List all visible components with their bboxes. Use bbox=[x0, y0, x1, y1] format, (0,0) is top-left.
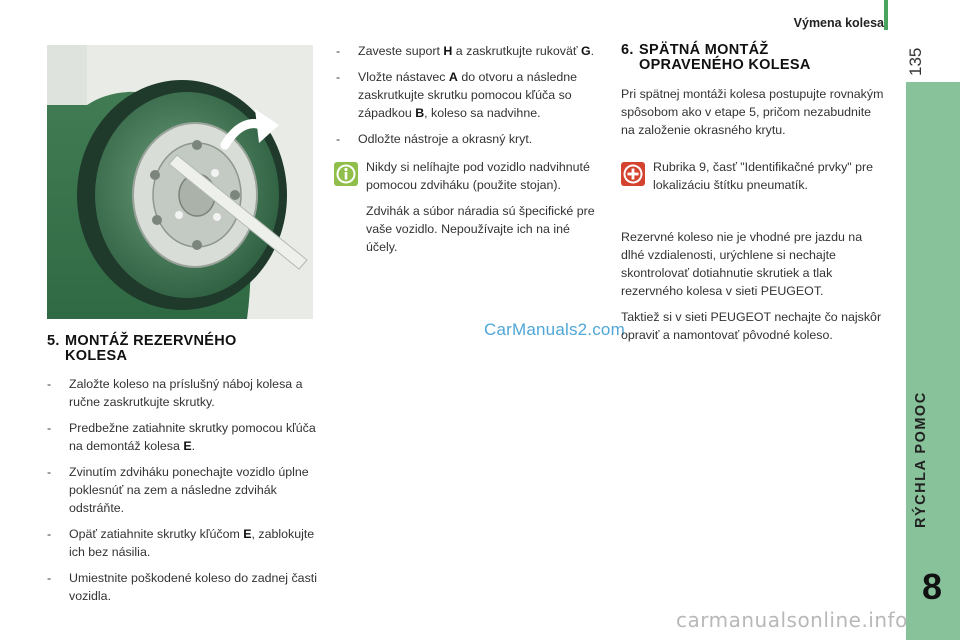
section-5-steps bbox=[47, 375, 319, 605]
spare-wheel-paragraph-1: Rezervné koleso nie je vhodné pre jazdu na dlhé vzdialenosti, urýchlene si nechajte skontrolovať dotiahnutie skrutiek a tlak rezervného kolesa v sieti PEUGEOT. bbox=[621, 230, 863, 298]
list-item: - Vložte nástavec A do otvoru a následne zaskrutkujte skrutku pomocou kľúča so západkou B, koleso sa nadvihne. bbox=[336, 68, 600, 122]
site-watermark: carmanualsonline.info bbox=[676, 608, 908, 632]
list-item: - Predbežne zatiahnite skrutky pomocou kľúča na demontáž kolesa E. bbox=[47, 419, 319, 455]
section-5-heading bbox=[47, 334, 317, 364]
section-6-title-line2: OPRAVENÉHO KOLESA bbox=[639, 57, 811, 74]
chapter-number: 8 bbox=[921, 566, 943, 607]
list-item: - Zvinutím zdviháku ponechajte vozidlo úplne poklesnúť na zem a následne zdvihák odstráňte. bbox=[47, 463, 319, 517]
cross-reference-text: Rubrika 9, časť "Identifikačné prvky" pre lokalizáciu štítku pneumatík. bbox=[653, 160, 874, 192]
info-note bbox=[366, 158, 598, 264]
info-note-paragraph-2: Zdvihák a súbor náradia sú špecifické pre vaše vozidlo. Nepoužívajte ich na iné účely. bbox=[366, 204, 595, 254]
running-head: Výmena kolesa bbox=[793, 16, 884, 30]
wheel-mounting-illustration bbox=[47, 45, 313, 319]
section-5-title-line2: KOLESA bbox=[65, 348, 128, 365]
section-6-number: 6. bbox=[621, 42, 634, 58]
section-6-heading bbox=[621, 43, 891, 73]
list-item: - Odložte nástroje a okrasný kryt. bbox=[336, 130, 600, 148]
section-6-title-line1: SPÄTNÁ MONTÁŽ bbox=[639, 42, 769, 58]
page-number: 135 bbox=[906, 47, 925, 77]
list-item: - Umiestnite poškodené koleso do zadnej časti vozidla. bbox=[47, 569, 319, 605]
section-5-number: 5. bbox=[47, 333, 60, 349]
list-item: - Založte koleso na príslušný náboj kolesa a ručne zaskrutkujte skrutky. bbox=[47, 375, 319, 411]
cross-reference-icon bbox=[621, 162, 645, 186]
info-note-paragraph-1: Nikdy si nelíhajte pod vozidlo nadvihnuté pomocou zdviháku (použite stojan). bbox=[366, 160, 590, 192]
spare-wheel-notes bbox=[621, 228, 887, 352]
watermark-logo: CarManuals2.com bbox=[484, 320, 625, 339]
section-6-intro: Pri spätnej montáži kolesa postupujte rovnakým spôsobom ako v etape 5, pričom nezabudnite na založenie okrasného krytu. bbox=[621, 87, 884, 137]
info-icon bbox=[334, 162, 358, 186]
list-item: - Opäť zatiahnite skrutky kľúčom E, zablokujte ich bez násilia. bbox=[47, 525, 319, 561]
header-divider bbox=[884, 0, 888, 30]
jack-steps bbox=[336, 42, 600, 148]
chapter-title: RÝCHLA POMOC bbox=[913, 391, 929, 529]
spare-wheel-paragraph-2: Taktiež si v sieti PEUGEOT nechajte čo najskôr opraviť a namontovať pôvodné koleso. bbox=[621, 310, 882, 342]
list-item: - Zaveste suport H a zaskrutkujte rukoväť G. bbox=[336, 42, 600, 60]
section-5-title-line1: MONTÁŽ REZERVNÉHO bbox=[65, 333, 237, 349]
